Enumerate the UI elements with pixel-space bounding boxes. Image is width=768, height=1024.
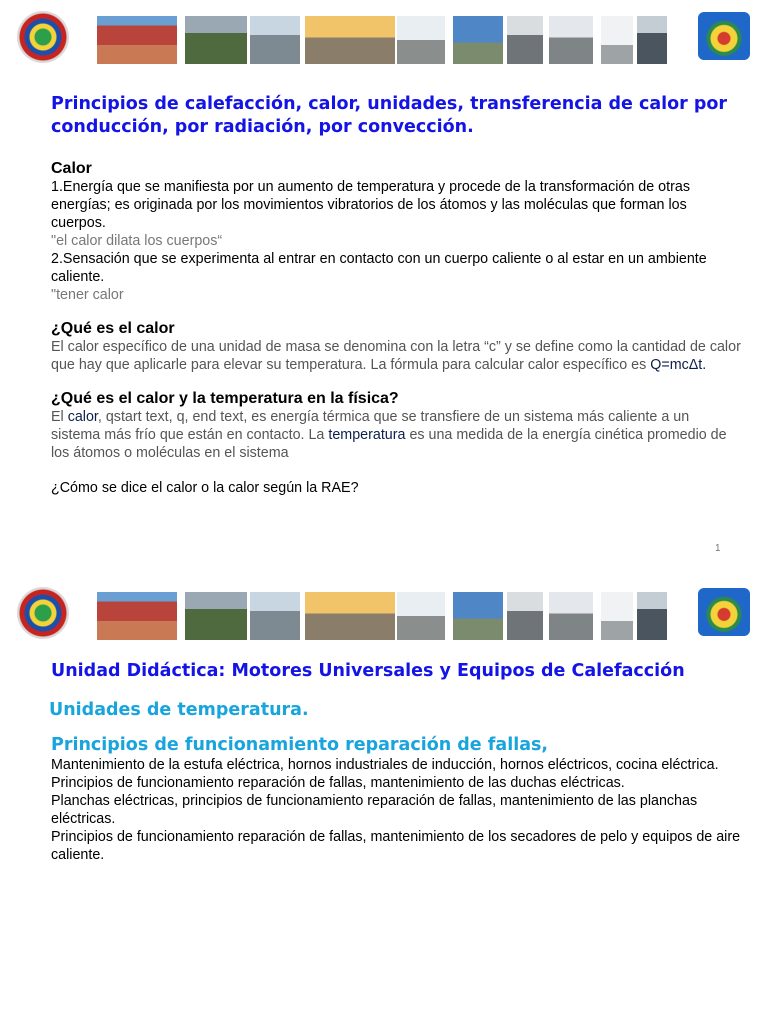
formula: Q=mcΔt: [650, 357, 703, 373]
institution-emblem-icon: [698, 588, 750, 636]
text-part-2: , qstart text, q, end text, es energía térmica que se transfiere de un sistema más caliente a un sistema más frío que están en contacto. La: [51, 409, 690, 443]
specific-heat-paragraph: [51, 338, 741, 374]
heat-temperature-paragraph: [51, 408, 741, 462]
tower-photo: [397, 16, 445, 64]
institution-emblem-icon: [698, 12, 750, 60]
text-part-3: es una medida de la energía cinética promedio de los átomos o moléculas en el sistema: [51, 427, 727, 461]
section-calor-temperatura: [51, 389, 741, 462]
pole-photo: [601, 16, 633, 64]
dam-photo: [185, 16, 247, 64]
substation-photo: [250, 592, 300, 640]
plant-photo: [453, 592, 503, 640]
plant-photo: [453, 16, 503, 64]
example-2: "tener calor: [51, 287, 124, 303]
section-que-es-el-calor: [51, 319, 741, 374]
section-calor: [51, 159, 741, 304]
building-photo: [97, 16, 177, 64]
page-header-banner: [0, 0, 768, 75]
document-page-2: [0, 576, 768, 1024]
dam-photo: [185, 592, 247, 640]
substation-photo: [250, 16, 300, 64]
content-line: Mantenimiento de la estufa eléctrica, hornos industriales de inducción, hornos eléctricos, cocina eléctrica.: [51, 757, 719, 773]
section-heading: ¿Qué es el calor: [51, 320, 175, 337]
power-lines-sunset-photo: [305, 16, 395, 64]
institution-seal-icon: [17, 11, 69, 63]
generator-photo: [637, 592, 667, 640]
formula-end: .: [702, 357, 707, 373]
definition-1: 1.Energía que se manifiesta por un aumento de temperatura y procede de la transformación de otras energías; es originada por los movimientos vibratorios de los átomos y las moléculas que forman los cuerpos.: [51, 179, 690, 231]
content-line: Principios de funcionamiento reparación de fallas, mantenimiento de los secadores de pelo y equipos de aire caliente.: [51, 829, 741, 863]
rae-question: ¿Cómo se dice el calor o la calor según la RAE?: [51, 480, 359, 496]
header-photo-strip: [97, 592, 673, 642]
link-temperatura[interactable]: temperatura: [328, 427, 406, 443]
content-line: Principios de funcionamiento reparación de fallas, mantenimiento de las duchas eléctricas.: [51, 775, 625, 791]
specific-heat-text: El calor específico de una unidad de masa se denomina con la letra “c” y se define como la cantidad de calor que hay que aplicarle para elevar su temperatura. La fórmula para calcular calor específico es: [51, 339, 741, 373]
page-header-banner: [0, 576, 768, 651]
header-photo-strip: [97, 16, 673, 66]
page-1-content: [51, 93, 741, 497]
institution-seal-icon: [17, 587, 69, 639]
page-title: Unidad Didáctica: Motores Universales y Equipos de Calefacción: [51, 661, 685, 681]
section-heading: Calor: [51, 160, 92, 177]
building-photo: [97, 592, 177, 640]
page-title: Principios de calefacción, calor, unidades, transferencia de calor por conducción, por radiación, por convección.: [51, 94, 728, 137]
switchyard-photo: [549, 16, 593, 64]
page-number: 1: [715, 543, 721, 554]
switchyard-photo: [549, 592, 593, 640]
page-2-content: [51, 660, 741, 864]
subtitle-principles: Principios de funcionamiento reparación de fallas,: [51, 735, 549, 755]
subtitle-units: Unidades de temperatura.: [49, 700, 309, 720]
tower-photo: [397, 592, 445, 640]
definition-2: 2.Sensación que se experimenta al entrar en contacto con un cuerpo caliente o al estar en un ambiente caliente.: [51, 251, 707, 285]
generator-photo: [637, 16, 667, 64]
transformer-photo: [507, 592, 543, 640]
content-line: Planchas eléctricas, principios de funcionamiento reparación de fallas, mantenimiento de las planchas eléctricas.: [51, 793, 698, 827]
power-lines-sunset-photo: [305, 592, 395, 640]
example-1: "el calor dilata los cuerpos“: [51, 233, 223, 249]
link-calor[interactable]: calor: [67, 409, 98, 425]
transformer-photo: [507, 16, 543, 64]
section-heading: ¿Qué es el calor y la temperatura en la física?: [51, 390, 399, 407]
text-part-1: El: [51, 409, 64, 425]
pole-photo: [601, 592, 633, 640]
